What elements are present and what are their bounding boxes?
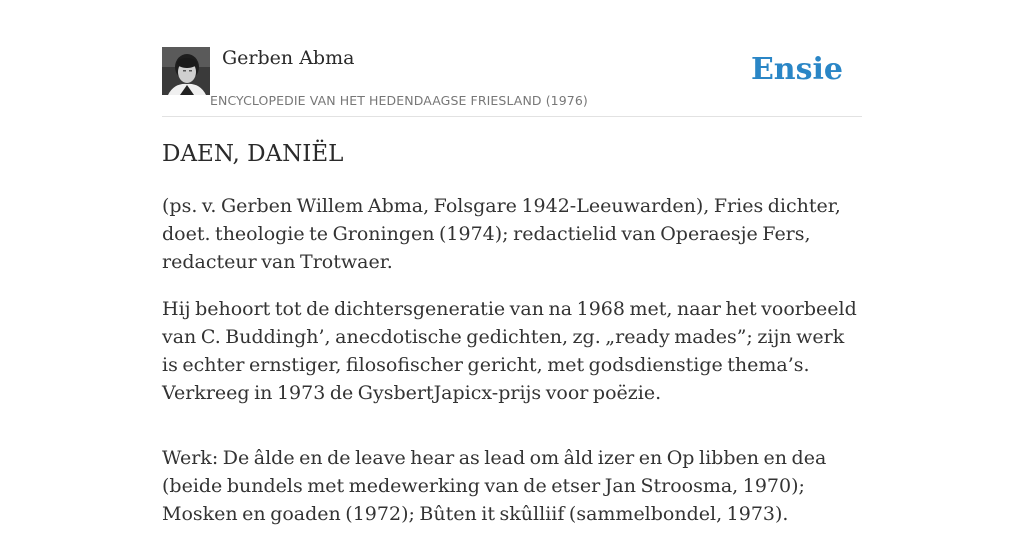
article-header: [162, 46, 862, 117]
source-name[interactable]: ENCYCLOPEDIE VAN HET HEDENDAAGSE FRIESLAND (1976): [210, 93, 588, 108]
author-name[interactable]: Gerben Abma: [222, 47, 355, 69]
author-portrait-icon: [162, 47, 210, 95]
article-paragraph-generation: Hij behoort tot de dichtersgeneratie van na 1968 met, naar het voorbeeld van C. Buddingh’, anecdotische gedichten, zg. „ready mades”; zijn werk is echter ernstiger, filosofischer gericht, met godsdienstige thema’s. Verkreeg in 1973 de GysbertJapicx-prijs voor poëzie.: [162, 298, 857, 404]
ensie-logo[interactable]: Ensie: [750, 52, 843, 87]
article-title: DAEN, DANIËL: [162, 141, 344, 167]
author-avatar[interactable]: [162, 47, 210, 95]
article-paragraph-works: Werk: De âlde en de leave hear as lead om âld izer en Op libben en dea (beide bundels met medewerking van de etser Jan Stroosma, 1970); Mosken en goaden (1972); Bûten it skûlliif (sammelbondel, 1973).: [162, 447, 827, 525]
article-paragraph-intro: (ps. v. Gerben Willem Abma, Folsgare 1942-Leeuwarden), Fries dichter, doet. theologie te Groningen (1974); redactielid van Operaesje Fers, redacteur van Trotwaer.: [162, 195, 841, 273]
article-body: [162, 192, 862, 547]
